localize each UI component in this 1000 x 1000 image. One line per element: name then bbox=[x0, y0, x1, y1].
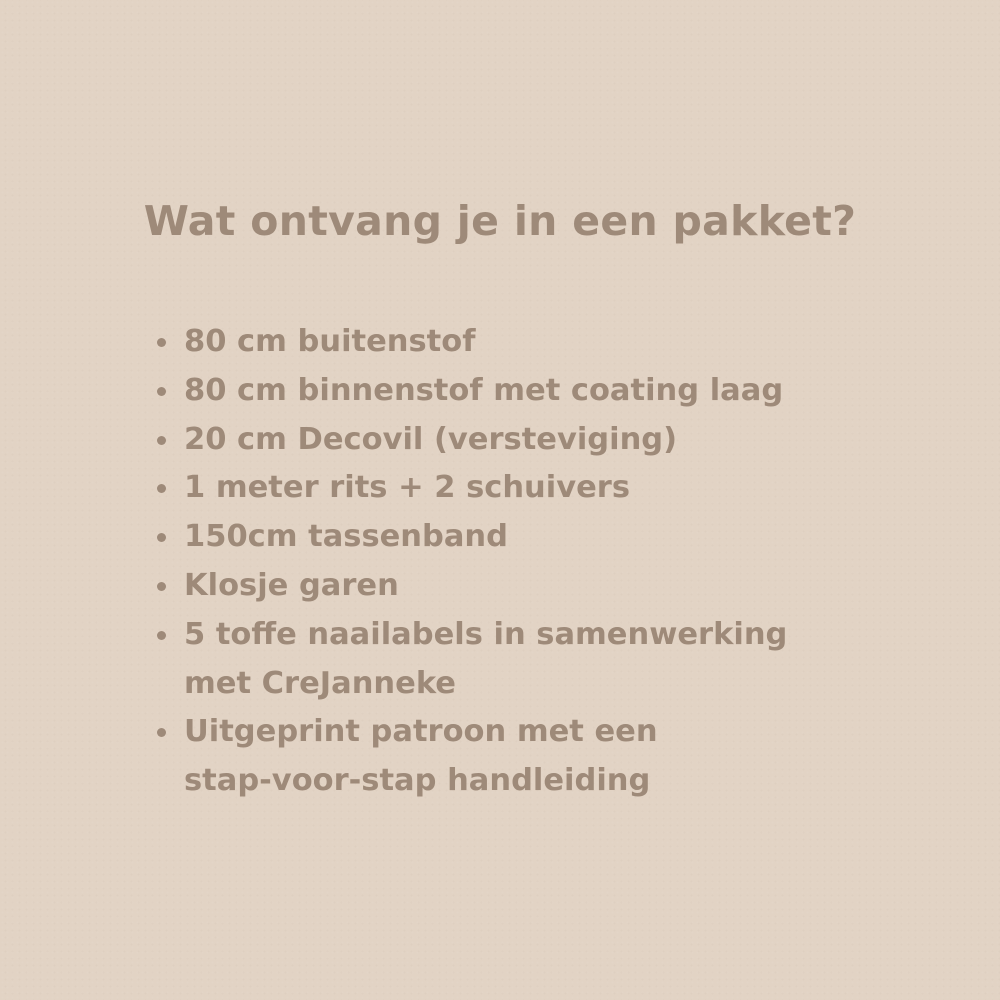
list-item bbox=[184, 513, 904, 562]
list-item bbox=[184, 464, 904, 513]
list-item-text: 20 cm Decovil (versteviging) bbox=[184, 421, 678, 457]
bullet-icon bbox=[157, 582, 166, 591]
bullet-icon bbox=[157, 436, 166, 445]
page-title: Wat ontvang je in een pakket? bbox=[143, 197, 857, 245]
list-item bbox=[184, 367, 904, 416]
list-item bbox=[184, 318, 904, 367]
list-item-text: 80 cm buitenstof bbox=[184, 324, 476, 359]
list-item bbox=[184, 416, 904, 465]
list-item-text: 150cm tassenband bbox=[184, 519, 508, 555]
list-item-text: Uitgeprint patroon met een bbox=[184, 714, 658, 750]
list-item-text-continuation: met CreJanneke bbox=[184, 665, 456, 701]
package-contents-list bbox=[184, 318, 904, 806]
list-item bbox=[184, 708, 904, 806]
list-item bbox=[184, 611, 904, 709]
list-item-text: 80 cm binnenstof met coating laag bbox=[184, 372, 784, 408]
bullet-icon bbox=[157, 387, 166, 396]
bullet-icon bbox=[157, 338, 166, 347]
list-item-text-continuation: stap-voor-stap handleiding bbox=[184, 763, 651, 799]
list-item bbox=[184, 562, 904, 611]
list-item-text: 5 toffe naailabels in samenwerking bbox=[184, 616, 788, 652]
list-item-text: Klosje garen bbox=[184, 567, 399, 603]
bullet-icon bbox=[157, 728, 166, 737]
bullet-icon bbox=[157, 484, 166, 493]
list-item-text: 1 meter rits + 2 schuivers bbox=[184, 470, 630, 506]
bullet-icon bbox=[157, 533, 166, 542]
bullet-icon bbox=[157, 631, 166, 640]
